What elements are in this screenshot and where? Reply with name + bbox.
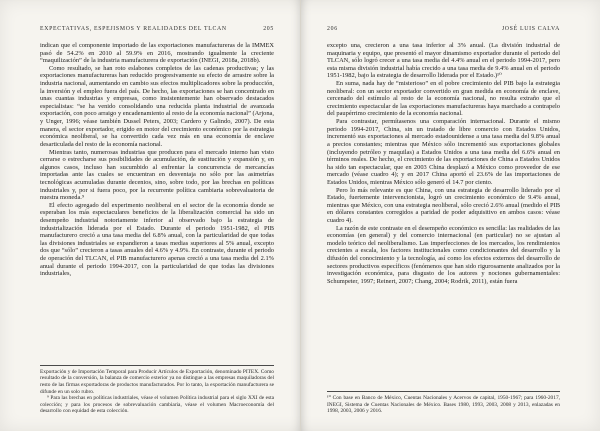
page-number: 205 (263, 26, 274, 32)
running-title: JOSÉ LUIS CALVA (501, 26, 560, 32)
page-number: 206 (327, 26, 338, 32)
running-title: EXPECTATIVAS, ESPEJISMOS Y REALIDADES DEL TLCAN (40, 26, 227, 32)
paragraph: El efecto agregado del experimento neoliberal en el sector de la economía donde se esperaban los más espectaculares beneficios de la liberalización comercial ha sido un desempeño industrial notoriamente inferior al observado bajo la estrategia de industrialización liderada por el Estado. Durante el periodo 1951-1982, el PIB manufacturero creció a una tasa media del 6.8% anual, con la particularidad de que todas las divisiones industriales se expandieron a tasas medias superiores al 5% anual, excepto dos que “sólo” crecieron a tasas anuales del 4.6% y 4.9%. En contraste, durante el periodo de operación del TLCAN, el PIB manufacturero apenas creció a una tasa media del 2.1% anual durante el periodo 1994-2017, con la particularidad de que todas las divisiones industriales, (40, 201, 274, 278)
paragraph: La razón de este contraste en el desempeño económico es sencilla: las realidades de las economías (en general) y del comercio internacional (en particular) no se ajustan al modelo teórico del neoliberalismo. Las imperfecciones de los mercados, los rendimientos crecientes a escala, los factores institucionales como condicionantes del desarrollo y la difusión del conocimiento y la tecnología, así como los efectos externos del desarrollo de sectores productivos específicos (fenómenos que han sido rigurosamente analizados por la investigación económica, para disgusto de los autores y nociones gubernamentales: Schumpeter, 1997; Reinert, 2007; Chang, 2004; Rodrik, 2011), están fuera (327, 224, 560, 285)
paragraph: indican que el componente importado de las exportaciones manufactureras de la IMMEX pasó de 54.2% en 2010 al 59.9% en 2016, mostrando igualmente la creciente “maquilización” de la industria manufacturera de exportación (INEGI, 2018a, 2018b). (40, 42, 274, 65)
footnote: ¹⁰ Con base en Banco de México, Cuentas Nacionales y Acervos de capital, 1950-1967; para 1960-2017, INEGI, Sistema de Cuentas Nacionales de México. Bases 1980, 1993, 2003, 2008 y 2013, enlazadas en 1998, 2003, 2006 y 2016. (327, 395, 560, 415)
paragraph: Pero lo más relevante es que China, con una estrategia de desarrollo liderado por el Estado, fuertemente intervencionista, logró un crecimiento económico de 9.4% anual, mientras que México, con una estrategia neoliberal, sólo creció 2.6% anual (medido el PIB en dólares constantes corregidos a paridad de poder adquisitivo en ambos casos: véase cuadro 4). (327, 186, 560, 225)
paragraph: En suma, nada hay de “misterioso” en el pobre crecimiento del PIB bajo la estrategia neoliberal: con un sector exportador convertido en gran medida en economía de enclave, cercenado del estímulo al resto de la economía nacional, no resulta extraño que el crecimiento espectacular de las exportaciones manufactureras haya marchado a contrapelo del paupérrimo crecimiento de la economía nacional. (327, 80, 560, 118)
footnote: Exportación y de Importación Temporal para Producir Artículos de Exportación, denominado PITEX. Como resultado de la conversión, la balanza de comercio exterior ya no distingue a las empresas maquiladoras del resto de las firmas exportadoras de productos manufacturados. Por lo tanto, la exportación manufacturera se difunde en un solo rubro. (40, 368, 274, 395)
left-page-body (40, 42, 274, 278)
paragraph: excepto una, crecieron a una tasa inferior al 3% anual. (La división industrial de maquinaria y equipo, que presentó el mayor dinamismo exportador durante el periodo del TLCAN, sólo logró crecer a una tasa media del 4.4% anual en el periodo 1994-2017, pero esta misma división industrial había crecido a una tasa media de 9.4% anual en el periodo 1951-1982, bajo la estrategia de desarrollo liderada por el Estado.)¹⁰ (327, 42, 560, 80)
left-page-footnotes (40, 361, 274, 415)
right-page-body (327, 42, 560, 286)
left-page-header (40, 26, 274, 32)
footnote-rule (40, 365, 274, 366)
right-page-header (327, 26, 560, 32)
paragraph: Para contrastar, permítasenos una comparación internacional. Durante el mismo periodo 1994-2017, China, sin un tratado de libre comercio con Estados Unidos, incrementó sus exportaciones al mercado estadounidense a una tasa media del 9.8% anual a precios constantes; mientras que México sólo incrementó sus exportaciones globales (incluyendo petróleo y maquilas) a Estados Unidos a una tasa media del 6.6% anual en términos reales. De hecho, el crecimiento de las exportaciones de China a Estados Unidos ha sido tan espectacular, que en 2003 China desplazó a México como proveedor de ese mercado (véase cuadro 4); y en 2017 China aportó el 23.6% de las importaciones de Estados Unidos, mientras México sólo generó el 14.7 por ciento. (327, 118, 560, 186)
footnote: ⁹ Para las brechas en políticas industriales, véase el volumen Política industrial para el siglo XXI de esta colección; y para los procesos de sobrevaluación cambiaria, véase el volumen Macroeconomía del desarrollo con equidad de esta colección. (40, 395, 274, 415)
paragraph: Mientras tanto, numerosas industrias que producen para el mercado interno han visto cerrarse o estrecharse sus posibilidades de acumulación, de sustitución y expansión y, en algunos casos, incluso han sucumbido al enfrentar la concurrencia de mercancías importadas ante las cuales se encuentran en desventaja no sólo por las asimetrías tecnológicas acumuladas durante decenios, sino, sobre todo, por las brechas en políticas industriales y, por si fuera poco, por la recurrente política cambiaria sobrevaluatoria de nuestra moneda.⁹ (40, 148, 274, 202)
footnote-rule (327, 391, 560, 392)
right-page (300, 0, 600, 431)
right-page-footnotes (327, 387, 560, 415)
paragraph: Como resultado, se han roto eslabones completos de las cadenas productivas; y las exportaciones manufactureras han reducido progresivamente su efecto de arrastre sobre la industria nacional, aumentando en cambio sus efectos multiplicadores sobre la producción, la inversión y el empleo fuera del país. De hecho, las exportaciones se han concentrado en unas cuantas industrias y empresas, como insistentemente han observado destacados especialistas: “se ha venido consolidando una reducida planta industrial de avanzada exportación, con poco arraigo y encadenamiento al resto de la economía nacional” (Arjona, y Unger, 1996; véase también Dussel Peters, 2003; Cardero y Galindo, 2007). De esta manera, el sector exportador, erigido en motor del crecimiento económico por la estrategia económica neoliberal, se ha convertido cada vez más en una economía de enclave desarticulada del resto de la economía nacional. (40, 64, 274, 148)
